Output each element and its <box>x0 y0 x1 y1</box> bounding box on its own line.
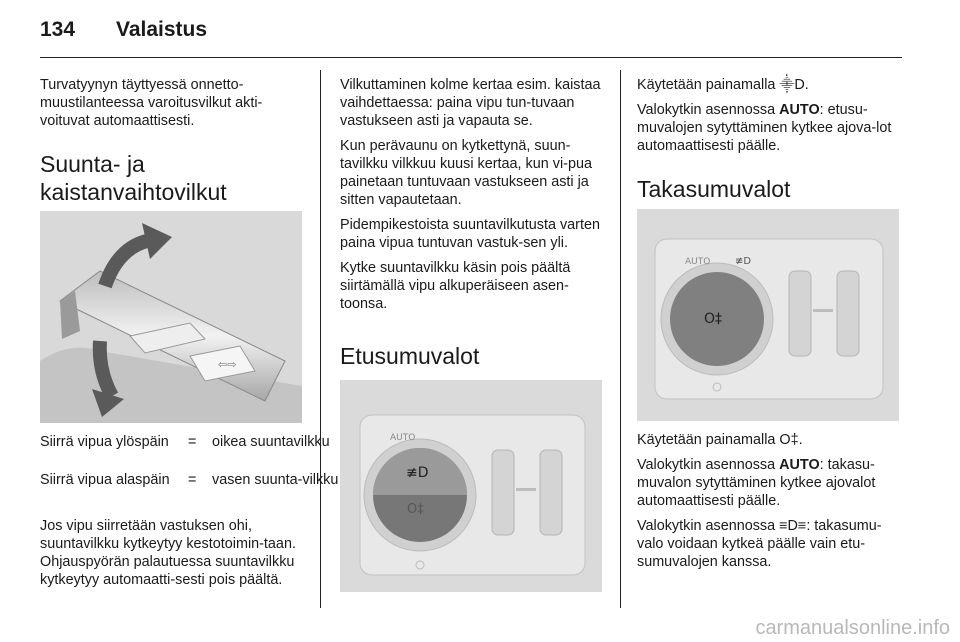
section-heading-turn-signals <box>40 150 310 206</box>
front-fog-switch-figure <box>340 380 602 592</box>
text: Valokytkin asennossa <box>637 102 780 118</box>
legend-row-up <box>40 433 330 471</box>
legend-key: Siirrä vipua ylöspäin <box>40 434 169 450</box>
paragraph-1: Vilkuttaminen kolme kertaa esim. kaistaa vaihdettaessa: paina vipu tun-tuvaan vastukseen asti ja vapauta se. <box>340 77 601 129</box>
svg-text:⇦⇨: ⇦⇨ <box>218 358 237 371</box>
legend-row-down <box>40 471 339 509</box>
turn-signal-legend <box>40 433 339 509</box>
rear-fog-symbol: O‡. <box>779 432 803 448</box>
paragraph-4: Kytke suuntavilkku käsin pois päältä siirtämällä vipu alkuperäiseen asen-toonsa. <box>340 260 571 312</box>
header-rule <box>40 57 902 58</box>
heading-line-2: kaistanvaihtovilkut <box>40 179 227 205</box>
front-fog-symbol: ⸎D. <box>779 77 809 93</box>
rear-fog-knob-label: O‡ <box>407 502 424 517</box>
heading-line-1: Suunta- ja <box>40 151 145 177</box>
rear-fog-switch-figure <box>637 209 899 421</box>
legend-value: oikea suuntavilkku <box>212 434 330 450</box>
legend-value: vasen suunta-vilkku <box>212 472 339 488</box>
rear-fog-usage <box>637 431 905 449</box>
legend-equals: = <box>188 472 197 488</box>
rear-fog-front-fog-note <box>637 517 905 571</box>
text: : takasu-muvalon sytyttäminen kytkee ajovalot automaattisesti päälle. <box>637 457 876 509</box>
paragraph-2: Kun perävaunu on kytkettynä, suun-tavilkku vilkkuu kuusi kertaa, kun vi-pua painetaan tuntuvaan vastukseen asti ja sitten vapautetaan. <box>340 138 592 208</box>
front-fog-auto-note <box>637 101 903 155</box>
text: Käytetään painamalla <box>637 77 780 93</box>
front-fog-heading: Etusumuvalot <box>340 343 480 369</box>
rear-fog-auto-note <box>637 456 905 510</box>
column-3-bottom <box>637 431 905 578</box>
legend-key: Siirrä vipua alaspäin <box>40 472 170 488</box>
text: : takasumu-valo voidaan kytkeä päälle vain etu-sumuvalojen kanssa. <box>637 518 882 570</box>
text: Valokytkin asennossa <box>637 518 780 534</box>
text: Valokytkin asennossa <box>637 457 780 473</box>
page-title: Valaistus <box>116 18 208 41</box>
text: : etusu-muvalojen sytyttäminen kytkee ajova-lot automaattisesti päälle. <box>637 102 892 154</box>
paragraph-3: Pidempikestoista suuntavilkutusta varten paina vipua tuntuvan vastuk-sen yli. <box>340 217 600 251</box>
page-number: 134 <box>40 18 76 41</box>
column-2-body <box>340 76 608 320</box>
rear-fog-heading: Takasumuvalot <box>637 176 791 202</box>
column-1-intro <box>40 76 310 137</box>
body-paragraph: Jos vipu siirretään vastuksen ohi, suuntavilkku kytkeytyy kestotoimin-taan. Ohjauspyörän palautuessa suuntavilkku kytkeytyy automaatti-sesti pois päältä. <box>40 518 296 588</box>
front-fog-position-symbol: ≡D≡ <box>779 518 807 534</box>
section-heading-front-fog <box>340 342 608 370</box>
turn-signal-lever-figure <box>40 211 302 423</box>
auto-position-label: AUTO <box>390 433 416 443</box>
section-heading-rear-fog <box>637 175 903 203</box>
auto-label: AUTO <box>779 457 820 473</box>
front-fog-knob-label: ≢D <box>406 465 429 481</box>
auto-position-label: AUTO <box>685 257 711 267</box>
front-fog-usage <box>637 76 903 94</box>
watermark: carmanualsonline.info <box>755 617 950 639</box>
legend-equals: = <box>188 434 197 450</box>
column-divider-2 <box>620 70 621 608</box>
rear-fog-knob-label: O‡ <box>704 311 723 327</box>
intro-paragraph: Turvatyynyn täyttyessä onnetto-muustilanteessa varoitusvilkut akti-voituvat automaattisesti. <box>40 77 263 129</box>
auto-label: AUTO <box>779 102 820 118</box>
front-fog-position-label: ≢D <box>735 256 752 267</box>
column-divider-1 <box>320 70 321 608</box>
column-3-top <box>637 76 903 162</box>
column-1-body <box>40 517 312 596</box>
text: Käytetään painamalla <box>637 432 780 448</box>
